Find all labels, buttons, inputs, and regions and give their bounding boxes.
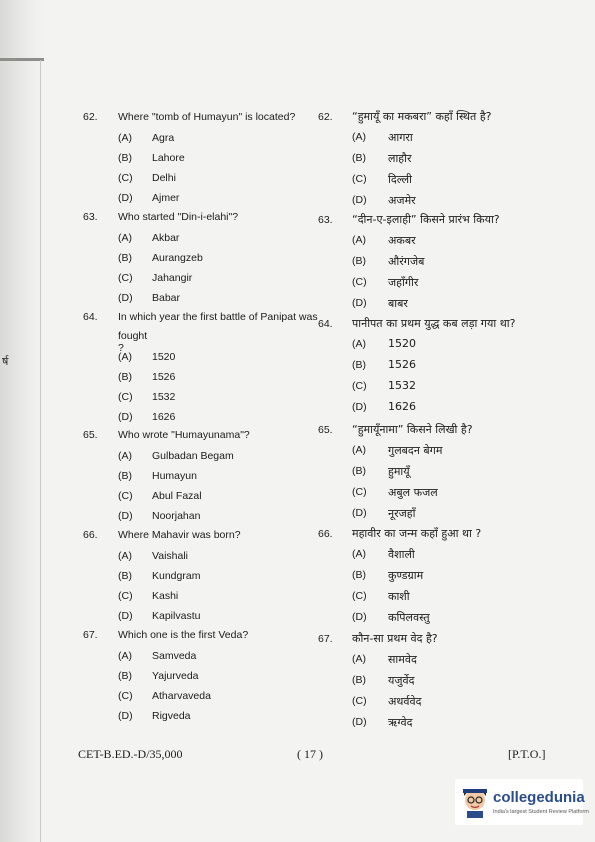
option-value: 1532: [388, 379, 416, 392]
option-label: (B): [352, 569, 366, 581]
option-value: Gulbadan Begam: [152, 450, 234, 462]
option-value: Abul Fazal: [152, 490, 202, 502]
question-number: 62.: [318, 111, 333, 123]
option-value: Kundgram: [152, 570, 201, 582]
question-text: Which one is the first Veda?: [118, 629, 249, 641]
option-label: (D): [352, 401, 367, 413]
option-value: बाबर: [388, 297, 408, 310]
question-number: 65.: [318, 424, 333, 436]
mascot-icon: [459, 784, 491, 818]
option-value: Kapilvastu: [152, 610, 201, 622]
option-label: (B): [352, 674, 366, 686]
question-text: “हुमायूँ का मकबरा” कहाँ स्थित है?: [352, 110, 492, 123]
question-number: 66.: [83, 529, 98, 541]
question-number: 65.: [83, 429, 98, 441]
option-label: (A): [352, 131, 366, 143]
question-text: कौन-सा प्रथम वेद है?: [352, 632, 438, 645]
question-number: 67.: [318, 633, 333, 645]
option-value: अबुल फजल: [388, 486, 438, 499]
option-label: (C): [352, 590, 367, 602]
option-label: (D): [118, 411, 133, 423]
option-value: Jahangir: [152, 272, 193, 284]
option-label: (B): [352, 255, 366, 267]
option-value: जहाँगीर: [388, 276, 419, 289]
option-label: (A): [118, 650, 132, 662]
option-label: (A): [118, 450, 132, 462]
logo-brand: collegedunia: [493, 789, 585, 806]
option-label: (C): [118, 391, 133, 403]
option-label: (C): [352, 276, 367, 288]
question-number: 64.: [83, 311, 98, 323]
option-label: (D): [352, 611, 367, 623]
option-value: Kashi: [152, 590, 179, 602]
option-value: 1626: [388, 400, 416, 413]
option-label: (A): [118, 132, 132, 144]
option-label: (D): [352, 507, 367, 519]
option-label: (B): [352, 359, 366, 371]
option-label: (D): [118, 710, 133, 722]
question-text: Who wrote "Humayunama"?: [118, 429, 250, 441]
option-value: 1532: [152, 391, 176, 403]
option-label: (C): [118, 690, 133, 702]
question-number: 64.: [318, 318, 333, 330]
option-label: (D): [118, 610, 133, 622]
option-label: (D): [118, 192, 133, 204]
option-label: (D): [352, 297, 367, 309]
option-value: 1526: [388, 358, 416, 371]
option-value: लाहौर: [388, 152, 412, 165]
question-number: 67.: [83, 629, 98, 641]
collegedunia-logo: [455, 779, 589, 825]
option-value: Humayun: [152, 470, 197, 482]
option-value: ऋग्वेद: [388, 716, 413, 729]
option-label: (C): [118, 590, 133, 602]
option-label: (A): [352, 234, 366, 246]
scan-shadow: [0, 0, 44, 842]
option-value: Noorjahan: [152, 510, 201, 522]
option-label: (A): [352, 444, 366, 456]
option-value: आगरा: [388, 131, 413, 144]
question-number: 63.: [318, 214, 333, 226]
option-value: हुमायूँ: [388, 465, 410, 478]
question-text: महावीर का जन्म कहाँ हुआ था ?: [352, 527, 482, 540]
option-value: कुण्डग्राम: [388, 569, 424, 582]
question-text: पानीपत का प्रथम युद्ध कब लड़ा गया था?: [352, 317, 516, 330]
paper-code: CET-B.ED.-D/35,000: [78, 747, 183, 761]
question-text-cont: fought ?: [118, 330, 148, 354]
question-text: Where Mahavir was born?: [118, 529, 241, 541]
option-value: Samveda: [152, 650, 197, 662]
option-label: (A): [352, 548, 366, 560]
option-label: (C): [352, 486, 367, 498]
option-value: Agra: [152, 132, 175, 144]
option-value: 1626: [152, 411, 176, 423]
option-label: (A): [352, 653, 366, 665]
question-text: “दीन-ए-इलाही” किसने प्रारंभ किया?: [352, 213, 500, 226]
option-label: (D): [118, 510, 133, 522]
option-value: कपिलवस्तु: [388, 611, 430, 624]
option-value: 1520: [152, 351, 176, 363]
option-label: (A): [118, 351, 132, 363]
option-value: Atharvaveda: [152, 690, 211, 702]
option-value: Yajurveda: [152, 670, 199, 682]
option-label: (C): [352, 173, 367, 185]
question-number: 63.: [83, 211, 98, 223]
option-label: (C): [118, 272, 133, 284]
option-label: (C): [118, 490, 133, 502]
pto-label: [P.T.O.]: [508, 747, 546, 761]
option-label: (D): [118, 292, 133, 304]
option-label: (B): [118, 470, 132, 482]
option-value: गुलबदन बेगम: [388, 444, 443, 457]
option-value: नूरजहाँ: [388, 507, 416, 520]
option-value: अजमेर: [388, 194, 416, 207]
option-value: दिल्ली: [388, 173, 412, 186]
option-value: 1520: [388, 337, 416, 350]
page-fold: [40, 60, 41, 842]
question-text: Where "tomb of Humayun" is located?: [118, 111, 296, 123]
option-value: 1526: [152, 371, 176, 383]
option-label: (B): [118, 670, 132, 682]
option-label: (B): [118, 252, 132, 264]
option-label: (D): [352, 716, 367, 728]
option-label: (D): [352, 194, 367, 206]
option-value: Akbar: [152, 232, 180, 244]
margin-mark: र्ष: [2, 355, 9, 368]
question-number: 62.: [83, 111, 98, 123]
option-value: अथर्ववेद: [388, 695, 422, 708]
question-text: Who started "Din-i-elahi"?: [118, 211, 239, 223]
option-label: (A): [118, 232, 132, 244]
option-value: अकबर: [388, 234, 416, 247]
option-label: (B): [352, 152, 366, 164]
option-value: Delhi: [152, 172, 176, 184]
question-text: “हुमायूँनामा” किसने लिखी है?: [352, 423, 473, 436]
option-value: Aurangzeb: [152, 252, 203, 264]
option-label: (A): [118, 550, 132, 562]
option-value: वैशाली: [388, 548, 415, 561]
option-value: Ajmer: [152, 192, 180, 204]
logo-tagline: India's largest Student Review Platform: [493, 809, 589, 815]
option-label: (B): [118, 371, 132, 383]
option-value: काशी: [388, 590, 410, 603]
option-value: सामवेद: [388, 653, 417, 666]
option-value: औरंगजेब: [388, 255, 425, 268]
page-number: ( 17 ): [297, 747, 323, 761]
option-value: यजुर्वेद: [388, 674, 415, 687]
option-label: (A): [352, 338, 366, 350]
option-label: (B): [118, 570, 132, 582]
option-label: (B): [352, 465, 366, 477]
option-label: (C): [352, 695, 367, 707]
option-label: (C): [352, 380, 367, 392]
option-label: (B): [118, 152, 132, 164]
question-text: In which year the first battle of Panipat was: [118, 311, 318, 323]
option-value: Rigveda: [152, 710, 191, 722]
option-value: Vaishali: [152, 550, 188, 562]
option-value: Lahore: [152, 152, 185, 164]
option-label: (C): [118, 172, 133, 184]
scan-edge: [0, 58, 44, 61]
question-number: 66.: [318, 528, 333, 540]
option-value: Babar: [152, 292, 181, 304]
